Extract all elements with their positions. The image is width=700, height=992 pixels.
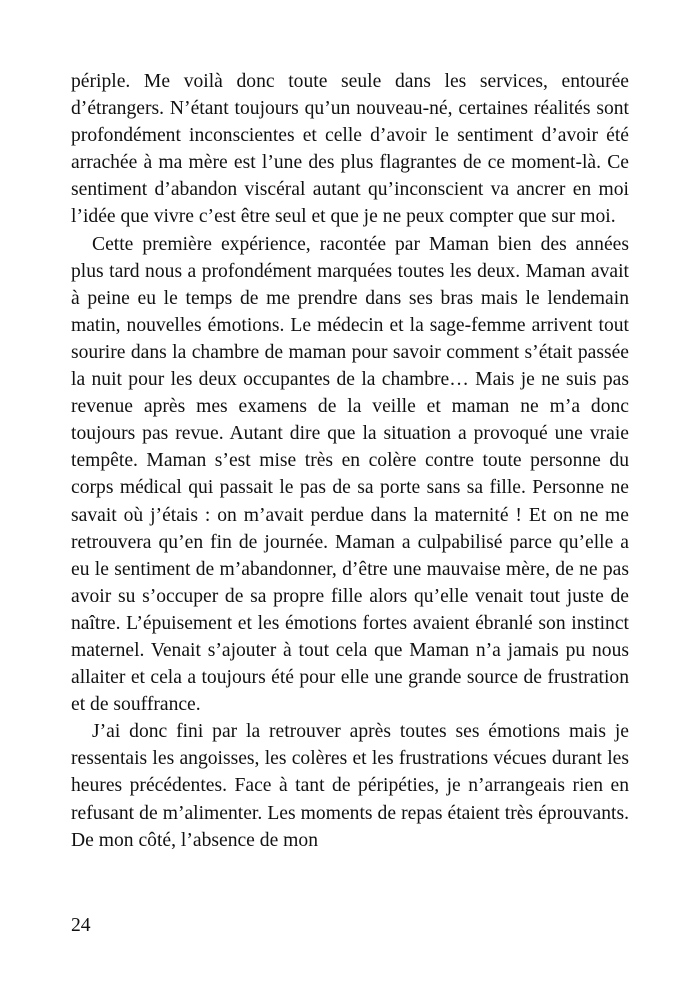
body-text bbox=[71, 68, 629, 854]
page-number: 24 bbox=[71, 915, 91, 936]
paragraph: Cette première expérience, racontée par Maman bien des années plus tard nous a profondément marquées toutes les deux. Maman avait à peine eu le temps de me prendre dans ses bras mais le lendemain matin, nouvelles émotions. Le médecin et la sage-femme arrivent tout sourire dans la chambre de maman pour savoir comment s’était passée la nuit pour les deux occupantes de la chambre… Mais je ne suis pas revenue après mes examens de la veille et maman ne m’a donc toujours pas revue. Autant dire que la situation a provoqué une vraie tempête. Maman s’est mise très en colère contre toute personne du corps médical qui passait le pas de sa porte sans sa fille. Personne ne savait où j’étais : on m’avait perdue dans la maternité ! Et on ne me retrouvera qu’en fin de journée. Maman a culpabilisé parce qu’elle a eu le sentiment de m’abandonner, d’être une mauvaise mère, de ne pas avoir su s’occuper de sa propre fille alors qu’elle venait tout juste de naître. L’épuisement et les émotions fortes avaient ébranlé son instinct maternel. Venait s’ajouter à tout cela que Maman n’a jamais pu nous allaiter et cela a toujours été pour elle une grande source de frustration et de souffrance. bbox=[71, 233, 629, 716]
paragraph-continuation: périple. Me voilà donc toute seule dans les services, entourée d’étrangers. N’étant toujours qu’un nouveau-né, certaines réalités sont profondément inconscientes et celle d’avoir le sentiment d’avoir été arrachée à ma mère est l’une des plus flagrantes de ce moment-là. Ce sentiment d’abandon viscéral autant qu’inconscient va ancrer en moi l’idée que vivre c’est être seul et que je ne peux compter que sur moi. bbox=[71, 71, 629, 228]
paragraph: J’ai donc fini par la retrouver après toutes ses émotions mais je ressentais les angoisses, les colères et les frustrations vécues durant les heures précédentes. Face à tant de péripéties, je n’arrangeais rien en refusant de m’alimenter. Les moments de repas étaient très éprouvants. De mon côté, l’absence de mon bbox=[71, 721, 629, 851]
